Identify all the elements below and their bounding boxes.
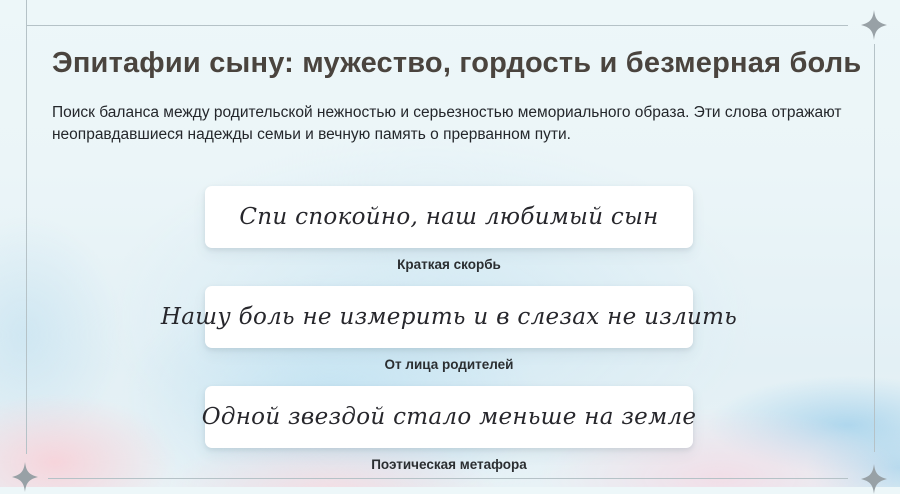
sparkle-icon (12, 462, 38, 492)
epitaph-text: Нашу боль не измерить и в слезах не излить (160, 304, 738, 330)
sparkle-icon (861, 10, 887, 40)
epitaph-category-label: Поэтическая метафора (371, 457, 527, 472)
epitaph-category-label: Краткая скорбь (397, 257, 501, 272)
page-title: Эпитафии сыну: мужество, гордость и безмерная боль (52, 47, 862, 79)
frame-line-left (26, 0, 27, 454)
page-subtitle: Поиск баланса между родительской нежностью и серьезностью мемориального образа. Эти слова отражают неоправдавшиеся надежды семьи и вечную память о прерванном пути. (52, 104, 842, 143)
page-header (52, 44, 872, 146)
frame-line-right (874, 44, 875, 452)
epitaph-card[interactable] (160, 286, 738, 348)
frame-line-top (26, 25, 848, 26)
epitaph-list (160, 186, 738, 486)
epitaph-card[interactable] (201, 386, 697, 448)
sparkle-icon (861, 464, 887, 494)
epitaph-category-label: От лица родителей (384, 357, 514, 372)
epitaph-text: Спи спокойно, наш любимый сын (239, 204, 659, 230)
epitaph-text: Одной звездой стало меньше на земле (201, 404, 697, 430)
epitaph-card[interactable] (205, 186, 693, 248)
